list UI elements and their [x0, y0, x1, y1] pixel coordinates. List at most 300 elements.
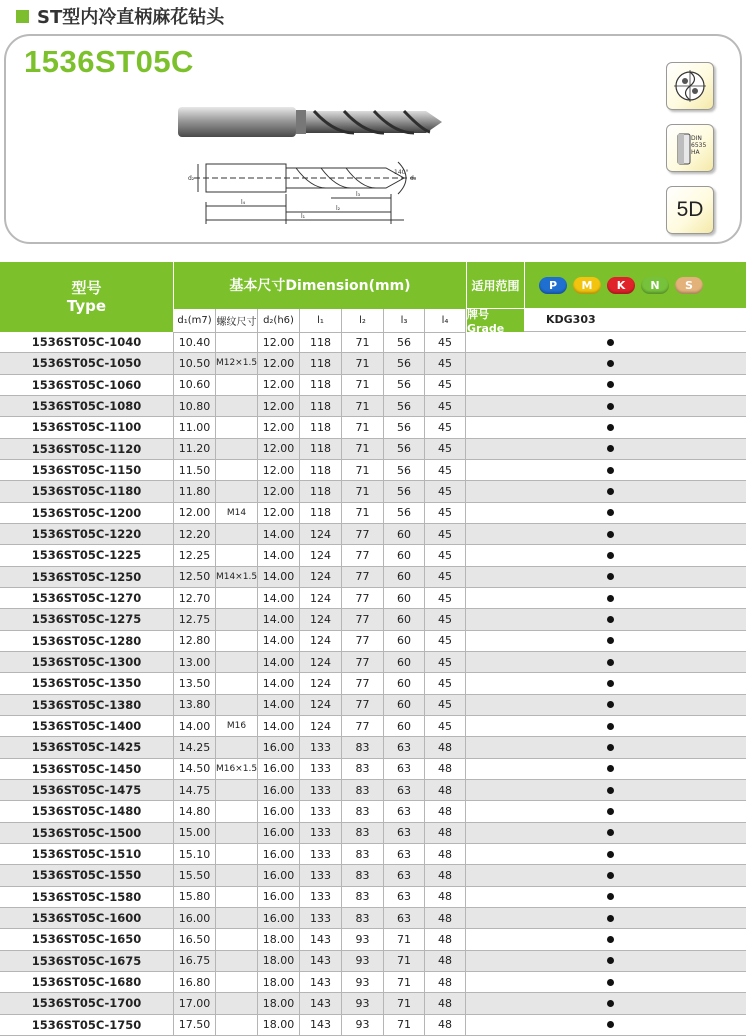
l1-cell: 143 [300, 972, 342, 992]
l3-cell: 60 [384, 631, 425, 651]
l4-cell: 45 [425, 631, 466, 651]
table-row [0, 460, 746, 481]
l4-cell: 45 [425, 375, 466, 395]
grade-availability-cell [466, 353, 746, 373]
d1-cell: 10.50 [174, 353, 216, 373]
thread-cell [216, 993, 258, 1013]
table-row [0, 1015, 746, 1036]
l1-cell: 118 [300, 439, 342, 459]
thread-cell [216, 908, 258, 928]
table-row [0, 396, 746, 417]
l3-cell: 71 [384, 972, 425, 992]
l2-cell: 77 [342, 524, 384, 544]
thread-cell [216, 1015, 258, 1035]
l1-cell: 133 [300, 759, 342, 779]
l1-cell: 143 [300, 951, 342, 971]
grade-availability-cell [466, 951, 746, 971]
d2-cell: 14.00 [258, 545, 300, 565]
l4-cell: 48 [425, 993, 466, 1013]
type-cell: 1536ST05C-1550 [0, 865, 174, 885]
table-row [0, 801, 746, 822]
l1-cell: 118 [300, 481, 342, 501]
col-l3-header: l₃ [384, 309, 425, 333]
d1-cell: 10.60 [174, 375, 216, 395]
l3-cell: 56 [384, 332, 425, 352]
l4-cell: 48 [425, 865, 466, 885]
l1-cell: 133 [300, 737, 342, 757]
d1-cell: 14.00 [174, 716, 216, 736]
page-title: ST型内冷直柄麻花钻头 [37, 7, 225, 28]
l2-cell: 83 [342, 908, 384, 928]
available-dot-icon [607, 787, 614, 794]
table-body [0, 332, 746, 1036]
d2-cell: 12.00 [258, 353, 300, 373]
type-cell: 1536ST05C-1150 [0, 460, 174, 480]
grade-value: KDG303 [524, 308, 746, 332]
thread-cell [216, 865, 258, 885]
table-row [0, 332, 746, 353]
l2-cell: 93 [342, 929, 384, 949]
thread-cell [216, 417, 258, 437]
d2-cell: 16.00 [258, 780, 300, 800]
table-row [0, 481, 746, 502]
available-dot-icon [607, 637, 614, 644]
grade-availability-cell [466, 439, 746, 459]
type-cell: 1536ST05C-1450 [0, 759, 174, 779]
d2-cell: 14.00 [258, 652, 300, 672]
type-cell: 1536ST05C-1510 [0, 844, 174, 864]
available-dot-icon [607, 381, 614, 388]
type-cell: 1536ST05C-1220 [0, 524, 174, 544]
table-row [0, 908, 746, 929]
l1-cell: 133 [300, 823, 342, 843]
d2-cell: 16.00 [258, 887, 300, 907]
available-dot-icon [607, 723, 614, 730]
svg-text:d₂: d₂ [188, 175, 195, 182]
l1-cell: 124 [300, 545, 342, 565]
type-cell: 1536ST05C-1300 [0, 652, 174, 672]
l2-cell: 83 [342, 780, 384, 800]
spec-table [0, 262, 746, 1032]
available-dot-icon [607, 531, 614, 538]
thread-cell [216, 737, 258, 757]
grade-availability-cell [466, 908, 746, 928]
l1-cell: 118 [300, 375, 342, 395]
thread-cell [216, 673, 258, 693]
l4-cell: 48 [425, 972, 466, 992]
d1-cell: 13.00 [174, 652, 216, 672]
grade-availability-cell [466, 695, 746, 715]
l2-cell: 93 [342, 1015, 384, 1035]
d1-cell: 11.50 [174, 460, 216, 480]
grade-availability-cell [466, 823, 746, 843]
thread-cell: M16 [216, 716, 258, 736]
table-row [0, 503, 746, 524]
available-dot-icon [607, 360, 614, 367]
grade-availability-cell [466, 609, 746, 629]
grade-availability-cell [466, 503, 746, 523]
available-dot-icon [607, 1021, 614, 1028]
dimension-header: 基本尺寸Dimension(mm) [229, 278, 411, 294]
table-row [0, 865, 746, 886]
d2-cell: 16.00 [258, 801, 300, 821]
l2-cell: 83 [342, 844, 384, 864]
table-row [0, 588, 746, 609]
l3-cell: 63 [384, 908, 425, 928]
l1-cell: 118 [300, 503, 342, 523]
d2-cell: 14.00 [258, 524, 300, 544]
l2-cell: 77 [342, 652, 384, 672]
type-cell: 1536ST05C-1040 [0, 332, 174, 352]
type-cell: 1536ST05C-1700 [0, 993, 174, 1013]
thread-cell [216, 780, 258, 800]
type-cell: 1536ST05C-1350 [0, 673, 174, 693]
l1-cell: 133 [300, 801, 342, 821]
l3-cell: 56 [384, 353, 425, 373]
table-row [0, 673, 746, 694]
thread-cell [216, 844, 258, 864]
grade-availability-cell [466, 673, 746, 693]
l2-cell: 71 [342, 353, 384, 373]
thread-cell [216, 631, 258, 651]
scope-label: 适用范围 [467, 262, 525, 308]
d2-cell: 14.00 [258, 695, 300, 715]
thread-cell [216, 972, 258, 992]
l2-cell: 83 [342, 801, 384, 821]
available-dot-icon [607, 915, 614, 922]
thread-cell [216, 481, 258, 501]
thread-cell [216, 652, 258, 672]
l1-cell: 143 [300, 993, 342, 1013]
l4-cell: 45 [425, 716, 466, 736]
l2-cell: 71 [342, 417, 384, 437]
available-dot-icon [607, 445, 614, 452]
table-row [0, 631, 746, 652]
d1-cell: 10.80 [174, 396, 216, 416]
table-row [0, 780, 746, 801]
type-cell: 1536ST05C-1180 [0, 481, 174, 501]
d1-cell: 16.75 [174, 951, 216, 971]
d2-cell: 12.00 [258, 417, 300, 437]
l3-cell: 60 [384, 716, 425, 736]
l2-cell: 77 [342, 673, 384, 693]
dimension-sub-headers [174, 308, 466, 333]
l4-cell: 48 [425, 929, 466, 949]
grade-availability-cell [466, 332, 746, 352]
col-d1-header: d₁(m7) [174, 309, 216, 333]
available-dot-icon [607, 339, 614, 346]
l1-cell: 118 [300, 460, 342, 480]
d2-cell: 14.00 [258, 609, 300, 629]
length-ratio-badge [666, 186, 714, 234]
drill-photo-icon [174, 100, 446, 146]
l4-cell: 45 [425, 396, 466, 416]
type-cell: 1536ST05C-1080 [0, 396, 174, 416]
l1-cell: 124 [300, 631, 342, 651]
d2-cell: 18.00 [258, 972, 300, 992]
d1-cell: 10.40 [174, 332, 216, 352]
l2-cell: 83 [342, 823, 384, 843]
l1-cell: 118 [300, 353, 342, 373]
type-cell: 1536ST05C-1750 [0, 1015, 174, 1035]
l3-cell: 60 [384, 524, 425, 544]
type-cell: 1536ST05C-1650 [0, 929, 174, 949]
l3-cell: 56 [384, 460, 425, 480]
d2-cell: 12.00 [258, 396, 300, 416]
col-l1-header: l₁ [300, 309, 342, 333]
d2-cell: 12.00 [258, 439, 300, 459]
l1-cell: 133 [300, 908, 342, 928]
l4-cell: 48 [425, 823, 466, 843]
l2-cell: 83 [342, 865, 384, 885]
d1-cell: 12.80 [174, 631, 216, 651]
thread-cell [216, 588, 258, 608]
d1-cell: 16.50 [174, 929, 216, 949]
l3-cell: 56 [384, 439, 425, 459]
l4-cell: 45 [425, 567, 466, 587]
d1-cell: 15.50 [174, 865, 216, 885]
grade-availability-cell [466, 460, 746, 480]
table-row [0, 887, 746, 908]
drill-technical-drawing-icon [186, 154, 426, 226]
type-cell: 1536ST05C-1060 [0, 375, 174, 395]
l3-cell: 63 [384, 759, 425, 779]
l1-cell: 124 [300, 609, 342, 629]
grade-availability-cell [466, 417, 746, 437]
d2-cell: 14.00 [258, 716, 300, 736]
type-cell: 1536ST05C-1380 [0, 695, 174, 715]
l4-cell: 45 [425, 652, 466, 672]
material-pill-n: N [641, 277, 669, 294]
grade-availability-cell [466, 588, 746, 608]
l3-cell: 60 [384, 673, 425, 693]
available-dot-icon [607, 595, 614, 602]
grade-availability-cell [466, 929, 746, 949]
thread-cell: M14×1.5 [216, 567, 258, 587]
svg-text:d₁: d₁ [410, 175, 417, 182]
l1-cell: 124 [300, 673, 342, 693]
available-dot-icon [607, 808, 614, 815]
l2-cell: 77 [342, 716, 384, 736]
l4-cell: 45 [425, 417, 466, 437]
l4-cell: 45 [425, 481, 466, 501]
col-thread-header: 螺纹尺寸 [216, 309, 258, 333]
l4-cell: 48 [425, 759, 466, 779]
table-row [0, 716, 746, 737]
l3-cell: 56 [384, 396, 425, 416]
din-line-2: 6535 [691, 142, 707, 149]
type-cell: 1536ST05C-1600 [0, 908, 174, 928]
available-dot-icon [607, 509, 614, 516]
d2-cell: 14.00 [258, 673, 300, 693]
l1-cell: 118 [300, 396, 342, 416]
type-cell: 1536ST05C-1480 [0, 801, 174, 821]
l3-cell: 60 [384, 695, 425, 715]
type-cell: 1536ST05C-1200 [0, 503, 174, 523]
l2-cell: 77 [342, 545, 384, 565]
d2-cell: 16.00 [258, 759, 300, 779]
available-dot-icon [607, 552, 614, 559]
l4-cell: 45 [425, 588, 466, 608]
l4-cell: 45 [425, 609, 466, 629]
grade-availability-cell [466, 631, 746, 651]
type-cell: 1536ST05C-1500 [0, 823, 174, 843]
product-code: 1536ST05C [24, 44, 194, 79]
svg-text:l₂: l₂ [336, 205, 341, 212]
table-row [0, 759, 746, 780]
available-dot-icon [607, 488, 614, 495]
thread-cell [216, 951, 258, 971]
l4-cell: 45 [425, 460, 466, 480]
l3-cell: 60 [384, 652, 425, 672]
page-header [16, 4, 224, 28]
type-cell: 1536ST05C-1120 [0, 439, 174, 459]
grade-availability-cell [466, 652, 746, 672]
d1-cell: 17.00 [174, 993, 216, 1013]
available-dot-icon [607, 979, 614, 986]
l2-cell: 77 [342, 588, 384, 608]
available-dot-icon [607, 467, 614, 474]
din-line-3: HA [691, 149, 700, 156]
thread-cell [216, 887, 258, 907]
thread-cell [216, 439, 258, 459]
grade-availability-cell [466, 567, 746, 587]
grade-availability-cell [466, 375, 746, 395]
type-cell: 1536ST05C-1225 [0, 545, 174, 565]
l2-cell: 77 [342, 609, 384, 629]
l3-cell: 56 [384, 375, 425, 395]
type-label-cn: 型号 [71, 279, 102, 297]
l4-cell: 48 [425, 844, 466, 864]
l4-cell: 45 [425, 353, 466, 373]
thread-cell [216, 375, 258, 395]
material-pill-k: K [607, 277, 635, 294]
l2-cell: 71 [342, 375, 384, 395]
application-scope-header [466, 262, 746, 308]
svg-text:140°: 140° [394, 169, 409, 176]
l2-cell: 77 [342, 631, 384, 651]
grade-availability-cell [466, 716, 746, 736]
din-line-1: DIN [691, 135, 702, 142]
l1-cell: 133 [300, 865, 342, 885]
available-dot-icon [607, 680, 614, 687]
l3-cell: 63 [384, 844, 425, 864]
available-dot-icon [607, 829, 614, 836]
l1-cell: 124 [300, 652, 342, 672]
d1-cell: 13.80 [174, 695, 216, 715]
coolant-holes-icon [671, 67, 709, 105]
type-cell: 1536ST05C-1100 [0, 417, 174, 437]
l3-cell: 56 [384, 417, 425, 437]
l2-cell: 77 [342, 567, 384, 587]
l4-cell: 48 [425, 951, 466, 971]
d2-cell: 12.00 [258, 375, 300, 395]
din-standard-badge [666, 124, 714, 172]
available-dot-icon [607, 893, 614, 900]
l4-cell: 45 [425, 545, 466, 565]
available-dot-icon [607, 701, 614, 708]
type-cell: 1536ST05C-1280 [0, 631, 174, 651]
d1-cell: 15.80 [174, 887, 216, 907]
l4-cell: 48 [425, 780, 466, 800]
d2-cell: 12.00 [258, 460, 300, 480]
type-cell: 1536ST05C-1425 [0, 737, 174, 757]
l3-cell: 71 [384, 929, 425, 949]
l2-cell: 93 [342, 972, 384, 992]
internal-coolant-badge [666, 62, 714, 110]
d1-cell: 14.25 [174, 737, 216, 757]
d2-cell: 12.00 [258, 503, 300, 523]
l4-cell: 48 [425, 801, 466, 821]
green-square-icon [16, 10, 29, 23]
l1-cell: 118 [300, 417, 342, 437]
grade-availability-cell [466, 993, 746, 1013]
svg-text:l₄: l₄ [241, 199, 246, 206]
l1-cell: 133 [300, 887, 342, 907]
l3-cell: 63 [384, 887, 425, 907]
l2-cell: 93 [342, 951, 384, 971]
svg-text:l₃: l₃ [356, 191, 361, 198]
l3-cell: 60 [384, 567, 425, 587]
thread-cell [216, 460, 258, 480]
thread-cell [216, 545, 258, 565]
col-l4-header: l₄ [425, 309, 466, 333]
grade-availability-cell [466, 524, 746, 544]
available-dot-icon [607, 403, 614, 410]
d1-cell: 13.50 [174, 673, 216, 693]
l2-cell: 83 [342, 737, 384, 757]
grade-availability-cell [466, 887, 746, 907]
l3-cell: 60 [384, 588, 425, 608]
type-cell: 1536ST05C-1250 [0, 567, 174, 587]
l2-cell: 77 [342, 695, 384, 715]
l4-cell: 45 [425, 439, 466, 459]
d1-cell: 12.75 [174, 609, 216, 629]
svg-text:l₁: l₁ [301, 213, 306, 220]
table-row [0, 823, 746, 844]
type-cell: 1536ST05C-1270 [0, 588, 174, 608]
thread-cell [216, 396, 258, 416]
l2-cell: 71 [342, 481, 384, 501]
thread-cell: M16×1.5 [216, 759, 258, 779]
l2-cell: 83 [342, 887, 384, 907]
table-row [0, 567, 746, 588]
grade-availability-cell [466, 801, 746, 821]
d1-cell: 16.80 [174, 972, 216, 992]
d2-cell: 12.00 [258, 332, 300, 352]
col-l2-header: l₂ [342, 309, 384, 333]
l2-cell: 83 [342, 759, 384, 779]
table-row [0, 353, 746, 374]
l1-cell: 133 [300, 780, 342, 800]
d2-cell: 14.00 [258, 567, 300, 587]
d1-cell: 12.00 [174, 503, 216, 523]
l3-cell: 71 [384, 993, 425, 1013]
d1-cell: 15.00 [174, 823, 216, 843]
length-ratio-label: 5D [676, 198, 704, 221]
d1-cell: 12.70 [174, 588, 216, 608]
d1-cell: 15.10 [174, 844, 216, 864]
grade-availability-cell [466, 780, 746, 800]
d2-cell: 16.00 [258, 844, 300, 864]
type-cell: 1536ST05C-1475 [0, 780, 174, 800]
d2-cell: 16.00 [258, 737, 300, 757]
l2-cell: 71 [342, 396, 384, 416]
grade-availability-cell [466, 481, 746, 501]
table-row [0, 695, 746, 716]
table-row [0, 609, 746, 630]
d1-cell: 12.20 [174, 524, 216, 544]
